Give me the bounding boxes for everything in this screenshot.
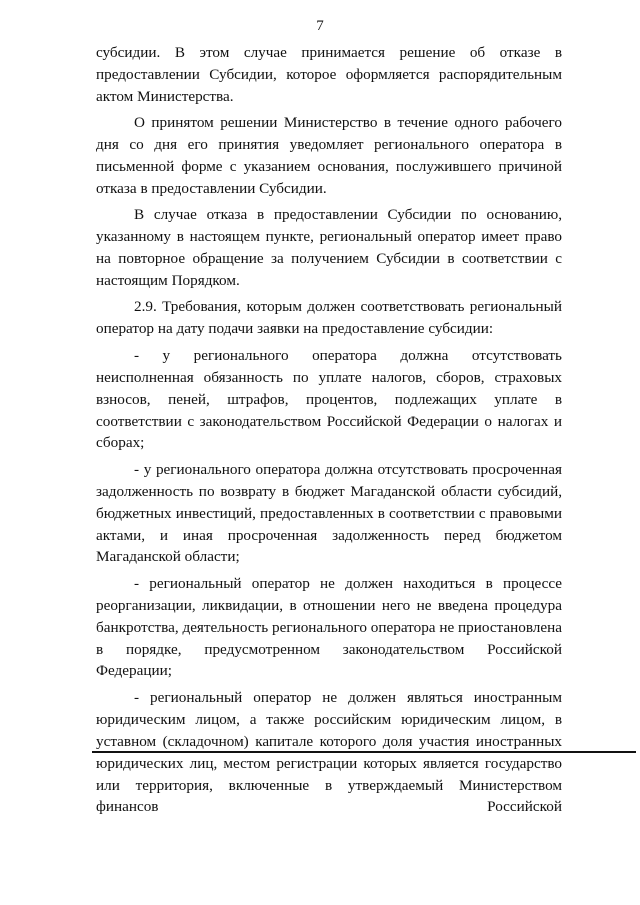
bottom-divider — [92, 751, 636, 753]
paragraph-notification: О принятом решении Министерство в течение одного рабочего дня со дня его принятия уведомляет регионального оператора в письменной форме с указанием основания, послужившего причиной отказа в предоставлении Субсидии. — [96, 114, 562, 197]
paragraph-repeat-request: В случае отказа в предоставлении Субсидии по основанию, указанному в настоящем пункте, региональный оператор имеет право на повторное обращение за получением Субсидии в соответствии с настоящим Порядком. — [96, 206, 562, 290]
paragraph-section-2-9: 2.9. Требования, которым должен соответствовать региональный оператор на дату подачи заявки на предоставление субсидии: — [96, 298, 562, 338]
paragraph-requirement-foreign-entity: - региональный оператор не должен являться иностранным юридическим лицом, а также российским юридическим лицом, в уставном (складочном) капитале которого доля участия иностранных юридических лиц, местом регистрации которых является государство или территория, включенные в утверждаемый Министерством финансов Российской — [96, 688, 562, 816]
paragraph-subsidy-refusal: субсидии. В этом случае принимается решение об отказе в предоставлении Субсидии, которое оформляется распорядительным актом Министерства. — [96, 44, 562, 105]
paragraph-requirement-reorganization: - региональный оператор не должен находиться в процессе реорганизации, ликвидации, в отношении него не введена процедура банкротства, деятельность регионального оператора не приостановлена в порядке, предусмотренном законодательством Российской Федерации; — [96, 574, 562, 680]
paragraph-requirement-budget-debt: - у регионального оператора должна отсутствовать просроченная задолженность по возврату в бюджет Магаданской области субсидий, бюджетных инвестиций, предоставленных в соответствии с правовыми актами, и иная просроченная задолженность перед бюджетом Магаданской области; — [96, 460, 562, 566]
document-body — [96, 42, 562, 818]
paragraph-requirement-taxes: - у регионального оператора должна отсутствовать неисполненная обязанность по уплате налогов, сборов, страховых взносов, пеней, штрафов, процентов, подлежащих уплате в соответствии с законодательством Российской Федерации о налогах и сборах; — [96, 346, 562, 452]
page-number: 7 — [316, 18, 324, 34]
